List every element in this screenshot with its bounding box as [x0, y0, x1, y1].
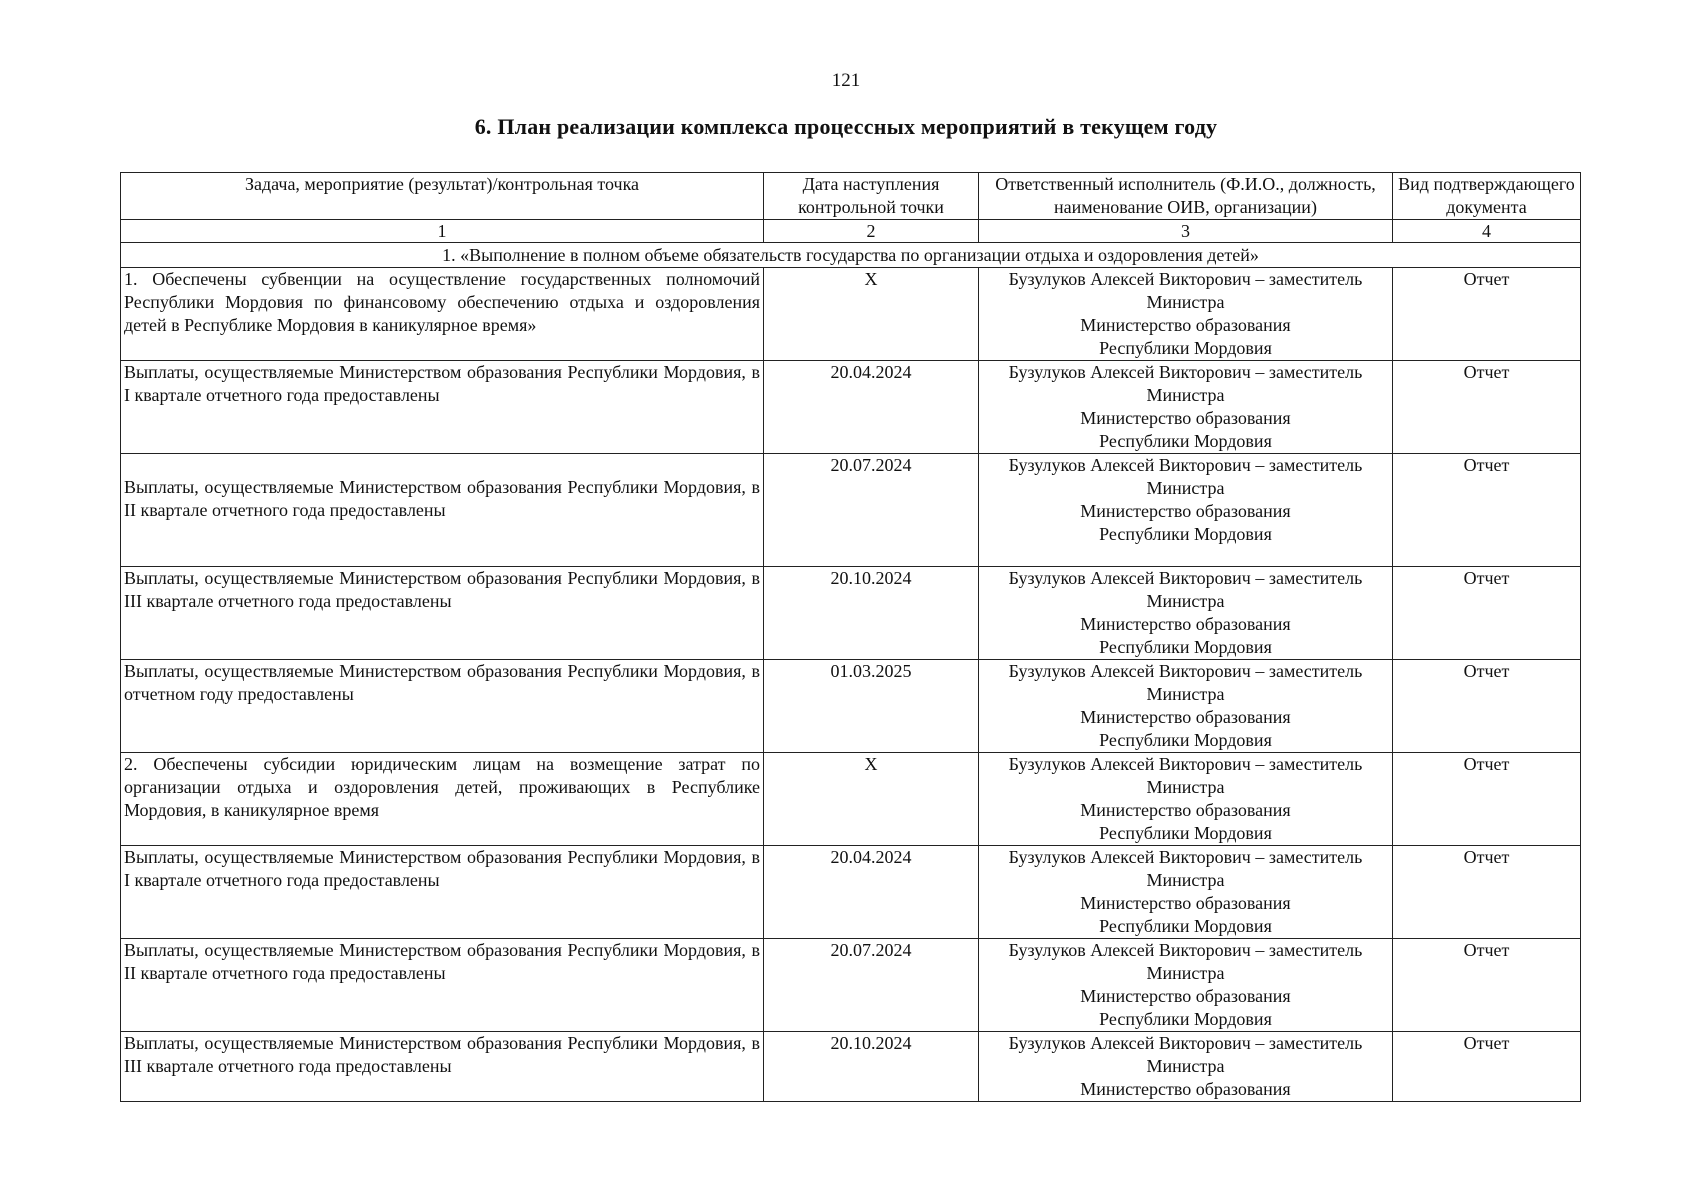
responsible-cell — [979, 1032, 1393, 1102]
responsible-org-region: Республики Мордовия — [1099, 431, 1272, 451]
plan-table — [120, 172, 1581, 1102]
table-header-row — [121, 173, 1581, 220]
responsible-org: Министерство образования — [1080, 800, 1291, 820]
document-cell: Отчет — [1393, 567, 1581, 660]
responsible-position: Министра — [1146, 963, 1225, 983]
responsible-org-region: Республики Мордовия — [1099, 637, 1272, 657]
document-cell: Отчет — [1393, 660, 1581, 753]
responsible-org-region: Республики Мордовия — [1099, 916, 1272, 936]
responsible-name: Бузулуков Алексей Викторович – заместитель — [1008, 847, 1363, 867]
section-row — [121, 243, 1581, 268]
responsible-org: Министерство образования — [1080, 501, 1291, 521]
date-cell: 20.04.2024 — [764, 361, 979, 454]
responsible-position: Министра — [1146, 777, 1225, 797]
responsible-cell — [979, 268, 1393, 361]
header-document: Вид подтверждающего документа — [1393, 173, 1581, 220]
responsible-position: Министра — [1146, 684, 1225, 704]
responsible-name: Бузулуков Алексей Викторович – заместитель — [1008, 568, 1363, 588]
task-cell: Выплаты, осуществляемые Министерством образования Республики Мордовия, в II квартале отчетного года предоставлены — [121, 939, 764, 1032]
table-row — [121, 939, 1581, 1032]
responsible-org-region: Республики Мордовия — [1099, 1009, 1272, 1029]
table-row — [121, 660, 1581, 753]
table-row — [121, 454, 1581, 567]
responsible-org: Министерство образования — [1080, 1079, 1291, 1099]
responsible-org: Министерство образования — [1080, 408, 1291, 428]
table-row — [121, 361, 1581, 454]
table-row — [121, 753, 1581, 846]
table-row — [121, 846, 1581, 939]
responsible-name: Бузулуков Алексей Викторович – заместитель — [1008, 940, 1363, 960]
date-cell: X — [764, 753, 979, 846]
task-cell: Выплаты, осуществляемые Министерством образования Республики Мордовия, в отчетном году предоставлены — [121, 660, 764, 753]
responsible-position: Министра — [1146, 870, 1225, 890]
table-row — [121, 268, 1581, 361]
responsible-position: Министра — [1146, 292, 1225, 312]
responsible-cell — [979, 454, 1393, 567]
document-title: 6. План реализации комплекса процессных мероприятий в текущем году — [474, 114, 1218, 139]
responsible-org: Министерство образования — [1080, 315, 1291, 335]
header-responsible: Ответственный исполнитель (Ф.И.О., должность, наименование ОИВ, организации) — [979, 173, 1393, 220]
responsible-cell — [979, 660, 1393, 753]
column-number: 2 — [764, 220, 979, 243]
column-number: 1 — [121, 220, 764, 243]
date-cell: 01.03.2025 — [764, 660, 979, 753]
responsible-name: Бузулуков Алексей Викторович – заместитель — [1008, 362, 1363, 382]
task-cell: Выплаты, осуществляемые Министерством образования Республики Мордовия, в I квартале отчетного года предоставлены — [121, 846, 764, 939]
responsible-org-region: Республики Мордовия — [1099, 730, 1272, 750]
document-cell: Отчет — [1393, 846, 1581, 939]
date-cell: 20.10.2024 — [764, 1032, 979, 1102]
responsible-cell — [979, 939, 1393, 1032]
document-cell: Отчет — [1393, 361, 1581, 454]
header-date: Дата наступления контрольной точки — [764, 173, 979, 220]
column-number: 4 — [1393, 220, 1581, 243]
table-row — [121, 567, 1581, 660]
responsible-org: Министерство образования — [1080, 986, 1291, 1006]
task-cell: Выплаты, осуществляемые Министерством образования Республики Мордовия, в III квартале отчетного года предоставлены — [121, 567, 764, 660]
responsible-cell — [979, 846, 1393, 939]
document-cell: Отчет — [1393, 939, 1581, 1032]
task-cell: 1. Обеспечены субвенции на осуществление государственных полномочий Республики Мордовия по финансовому обеспечению отдыха и оздоровления детей в Республике Мордовия в каникулярное время» — [121, 268, 764, 361]
responsible-org: Министерство образования — [1080, 893, 1291, 913]
responsible-cell — [979, 361, 1393, 454]
section-title: 1. «Выполнение в полном объеме обязательств государства по организации отдыха и оздоровления детей» — [121, 243, 1581, 268]
responsible-position: Министра — [1146, 385, 1225, 405]
responsible-name: Бузулуков Алексей Викторович – заместитель — [1008, 754, 1363, 774]
responsible-org-region: Республики Мордовия — [1099, 338, 1272, 358]
responsible-position: Министра — [1146, 1056, 1225, 1076]
responsible-name: Бузулуков Алексей Викторович – заместитель — [1008, 661, 1363, 681]
responsible-name: Бузулуков Алексей Викторович – заместитель — [1008, 269, 1363, 289]
responsible-org: Министерство образования — [1080, 614, 1291, 634]
task-cell: Выплаты, осуществляемые Министерством образования Республики Мордовия, в III квартале отчетного года предоставлены — [121, 1032, 764, 1102]
responsible-position: Министра — [1146, 478, 1225, 498]
responsible-cell — [979, 753, 1393, 846]
task-cell: Выплаты, осуществляемые Министерством образования Республики Мордовия, в I квартале отчетного года предоставлены — [121, 361, 764, 454]
date-cell: 20.10.2024 — [764, 567, 979, 660]
date-cell: 20.04.2024 — [764, 846, 979, 939]
document-cell: Отчет — [1393, 753, 1581, 846]
task-cell: 2. Обеспечены субсидии юридическим лицам на возмещение затрат по организации отдыха и оздоровления детей, проживающих в Республике Мордовия, в каникулярное время — [121, 753, 764, 846]
date-cell: 20.07.2024 — [764, 939, 979, 1032]
page-number: 121 — [831, 70, 861, 91]
column-numbers-row — [121, 220, 1581, 243]
date-cell: 20.07.2024 — [764, 454, 979, 567]
responsible-org-region: Республики Мордовия — [1099, 823, 1272, 843]
document-cell: Отчет — [1393, 268, 1581, 361]
column-number: 3 — [979, 220, 1393, 243]
document-cell: Отчет — [1393, 454, 1581, 567]
table-row — [121, 1032, 1581, 1102]
document-cell: Отчет — [1393, 1032, 1581, 1102]
responsible-name: Бузулуков Алексей Викторович – заместитель — [1008, 455, 1363, 475]
header-task: Задача, мероприятие (результат)/контрольная точка — [121, 173, 764, 220]
responsible-position: Министра — [1146, 591, 1225, 611]
responsible-org-region: Республики Мордовия — [1099, 524, 1272, 544]
responsible-cell — [979, 567, 1393, 660]
date-cell: X — [764, 268, 979, 361]
task-cell: Выплаты, осуществляемые Министерством образования Республики Мордовия, в II квартале отчетного года предоставлены — [121, 454, 764, 567]
responsible-name: Бузулуков Алексей Викторович – заместитель — [1008, 1033, 1363, 1053]
responsible-org: Министерство образования — [1080, 707, 1291, 727]
